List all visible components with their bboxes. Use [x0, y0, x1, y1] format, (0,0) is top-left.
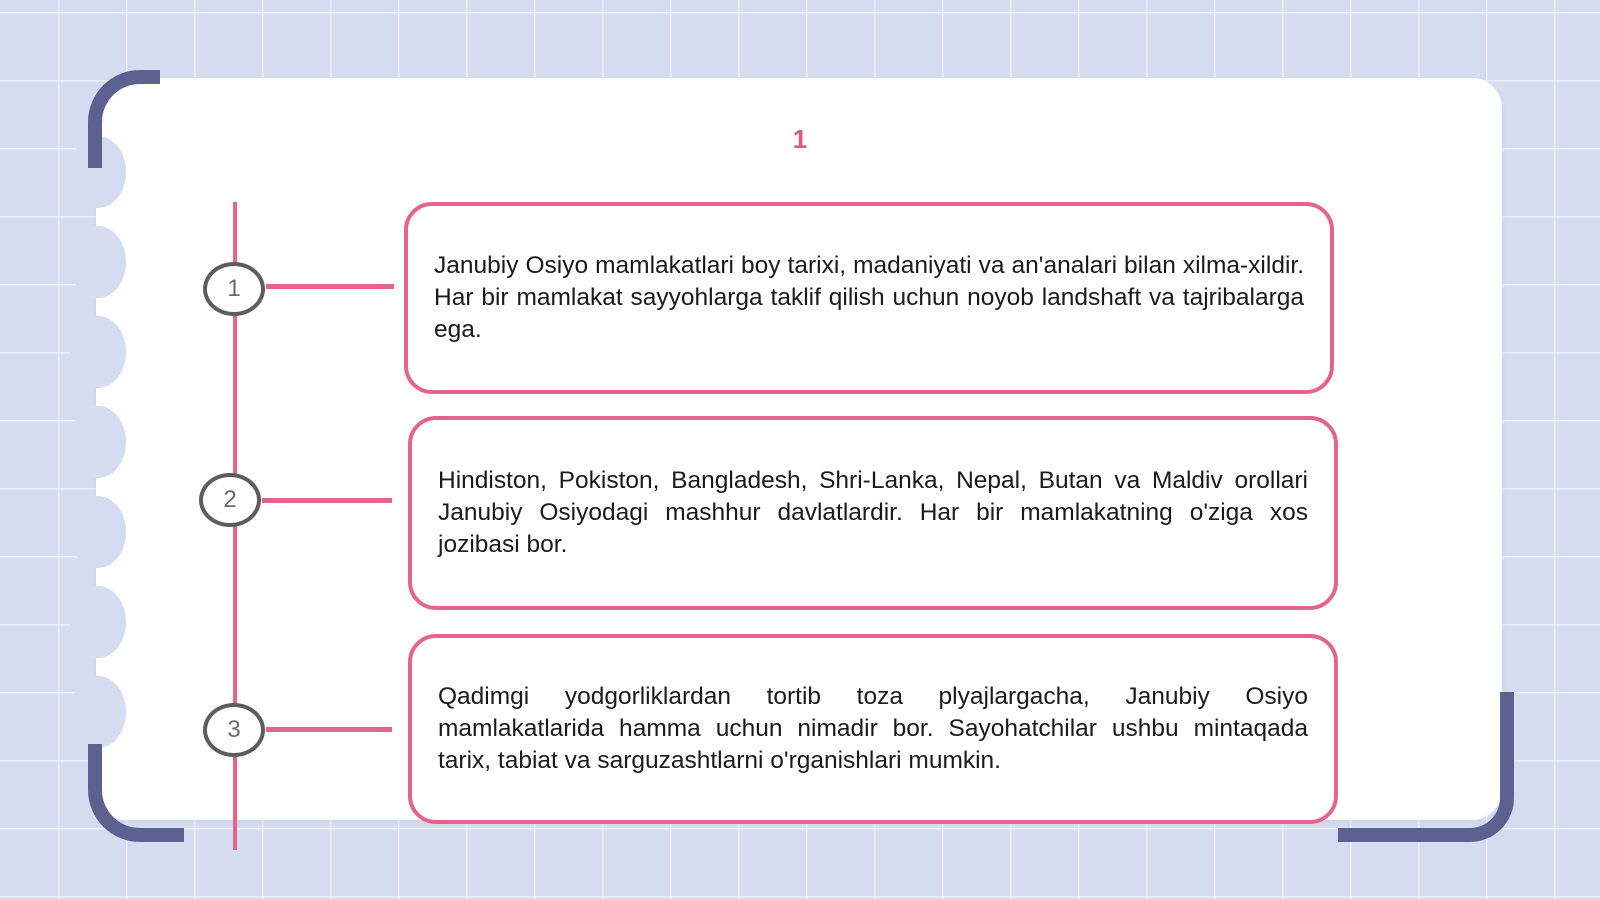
card-edge-scallop — [70, 496, 126, 568]
timeline-connector — [262, 498, 392, 503]
timeline-item-3-box — [408, 634, 1338, 824]
timeline-item-1-text: Janubiy Osiyo mamlakatlari boy tarixi, madaniyati va an'analari bilan xilma-xildir. Har bir mamlakat sayyohlarga taklif qilish uchun noyob landshaft va tajribalarga ega. — [434, 252, 1304, 343]
timeline-item-2-text: Hindiston, Pokiston, Bangladesh, Shri-Lanka, Nepal, Butan va Maldiv orollari Janubiy Osiyodagi mashhur davlatlardir. Har bir mamlakatning o'ziga xos jozibasi bor. — [438, 467, 1308, 558]
step-number-2: 2 — [199, 473, 261, 527]
timeline-item-2-box — [408, 416, 1338, 610]
frame-corner-bottom-left — [88, 744, 184, 842]
card-edge-scallop — [70, 406, 126, 478]
step-number-3: 3 — [203, 703, 265, 757]
timeline-item-1-box — [404, 202, 1334, 394]
frame-corner-bottom-right — [1338, 692, 1514, 842]
step-number-1: 1 — [203, 262, 265, 316]
timeline-connector — [266, 284, 394, 289]
timeline-connector — [266, 727, 392, 732]
frame-corner-top-left — [88, 70, 160, 168]
card-edge-scallop — [70, 586, 126, 658]
card-edge-scallop — [70, 676, 126, 748]
card-edge-scallop — [70, 316, 126, 388]
card-edge-scallop — [70, 226, 126, 298]
page-number: 1 — [792, 124, 808, 154]
timeline-item-3-text: Qadimgi yodgorliklardan tortib toza plyajlargacha, Janubiy Osiyo mamlakatlarida hamma uchun nimadir bor. Sayohatchilar ushbu mintaqada tarix, tabiat va sarguzashtlarni o'rganishlari mumkin. — [438, 683, 1308, 774]
